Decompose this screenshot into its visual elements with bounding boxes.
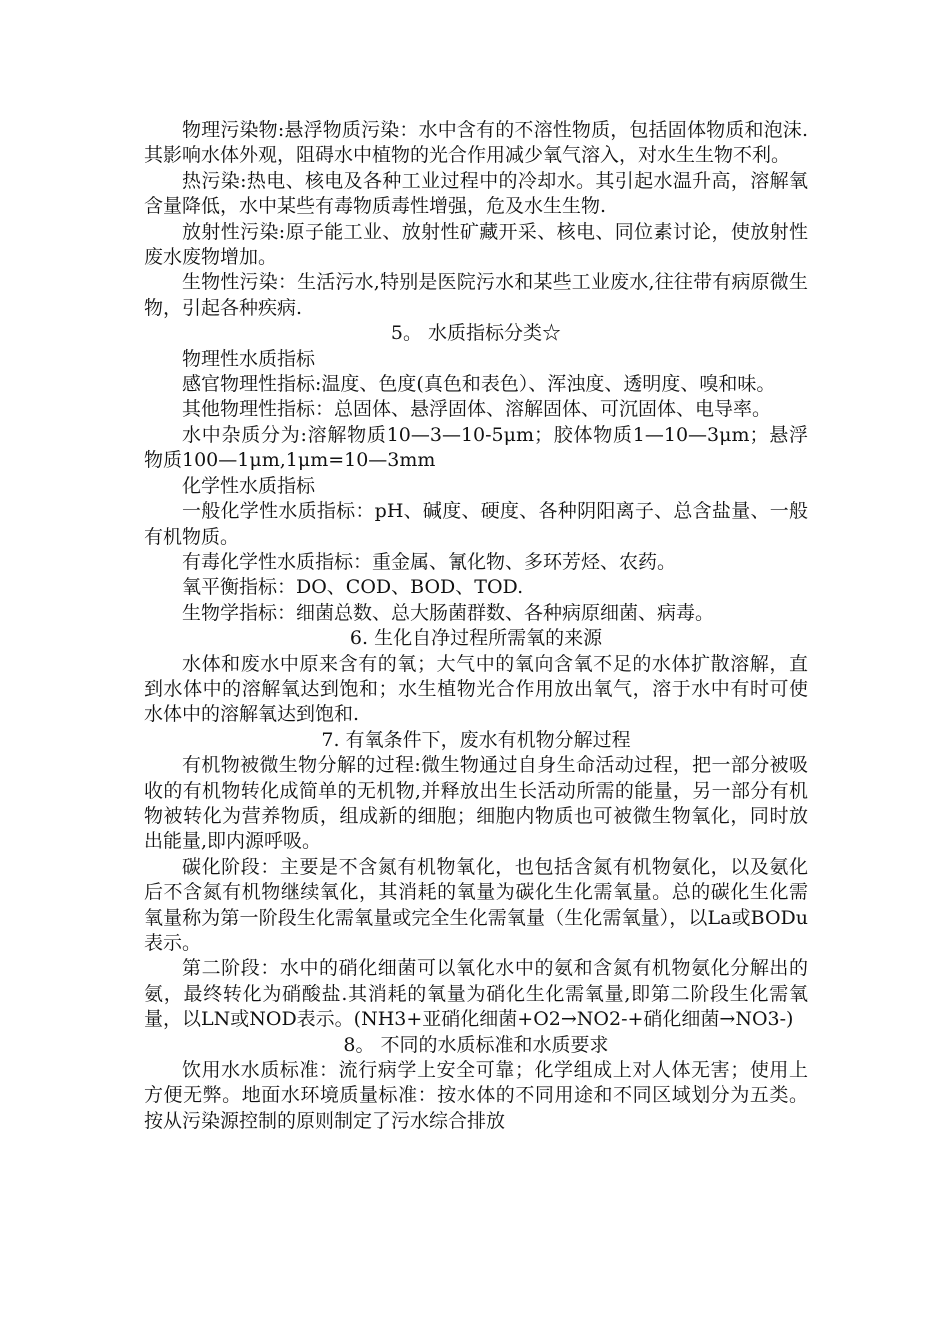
paragraph-toxic-chemical: 有毒化学性水质指标：重金属、氰化物、多环芳烃、农药。 xyxy=(182,550,677,573)
paragraph-oxygen-balance: 氧平衡指标：DO、COD、BOD、TOD. xyxy=(182,576,524,599)
paragraph-sensory-indicators: 感官物理性指标:温度、色度(真色和表色）、浑浊度、透明度、嗅和味。 xyxy=(182,373,776,396)
paragraph-physical-pollution: 物理污染物:悬浮物质污染：水中含有的不溶性物质，包括固体物质和泡沫.其影响水体外观，阻碍水中植物的光合作用减少氧气溶入，对水生生物不利。 xyxy=(144,119,808,167)
paragraph-second-stage: 第二阶段：水中的硝化细菌可以氧化水中的氨和含氮有机物氨化分解出的氨，最终转化为硝酸盐.其消耗的氧量为硝化生化需氧量,即第二阶段生化需氧量，以LN或NOD表示。(NH3+亚硝化细菌+O2→NO2-+硝化细菌→NO3-) xyxy=(144,957,808,1031)
paragraph-radioactive-pollution: 放射性污染:原子能工业、放射性矿藏开采、核电、同位素讨论，使放射性废水废物增加。 xyxy=(144,220,808,269)
section-heading-8: 8。 不同的水质标准和水质要求 xyxy=(343,1033,609,1056)
section-heading-5: 5。 水质指标分类☆ xyxy=(390,322,562,345)
paragraph-other-physical-indicators: 其他物理性指标：总固体、悬浮固体、溶解固体、可沉固体、电导率。 xyxy=(182,398,772,421)
paragraph-carbonization: 碳化阶段：主要是不含氮有机物氧化，也包括含氮有机物氨化，以及氨化后不含氮有机物继续氧化，其消耗的氧量为碳化生化需氧量。总的碳化生化需氧量称为第一阶段生化需氧量或完全生化需氧量（生化需氧量），以La或BODu表示。 xyxy=(144,855,808,954)
paragraph-decomposition: 有机物被微生物分解的过程:微生物通过自身生命活动过程，把一部分被吸收的有机物转化成简单的无机物,并释放出生长活动所需的能量，另一部分有机物被转化为营养物质，组成新的细胞；细胞内物质也可被微生物氧化，同时放出能量,即内源呼吸。 xyxy=(144,754,808,853)
document-page xyxy=(144,118,808,1134)
section-heading-7: 7. 有氧条件下，废水有机物分解过程 xyxy=(321,728,631,751)
paragraph-chemical-indicators: 化学性水质指标 xyxy=(182,474,316,497)
paragraph-physical-indicators: 物理性水质指标 xyxy=(182,347,316,370)
paragraph-biological-pollution: 生物性污染：生活污水,特别是医院污水和某些工业废水,往往带有病原微生物，引起各种疾病. xyxy=(144,271,808,319)
paragraph-oxygen-sources: 水体和废水中原来含有的氧；大气中的氧向含氧不足的水体扩散溶解，直到水体中的溶解氧达到饱和；水生植物光合作用放出氧气，溶于水中有时可使水体中的溶解氧达到饱和. xyxy=(144,652,808,726)
section-heading-6: 6. 生化自净过程所需氧的来源 xyxy=(349,627,603,650)
paragraph-water-standards: 饮用水水质标准：流行病学上安全可靠；化学组成上对人体无害；使用上方便无弊。地面水环境质量标准：按水体的不同用途和不同区域划分为五类。按从污染源控制的原则制定了污水综合排放 xyxy=(144,1059,808,1132)
paragraph-impurities: 水中杂质分为:溶解物质10—3—10-5μm；胶体物质1—10—3μm；悬浮物质100—1μm,1μm=10—3mm xyxy=(144,423,808,472)
paragraph-thermal-pollution: 热污染:热电、核电及各种工业过程中的冷却水。其引起水温升高，溶解氧含量降低，水中某些有毒物质毒性增强，危及水生生物. xyxy=(144,169,808,218)
paragraph-general-chemical: 一般化学性水质指标：pH、碱度、硬度、各种阴阳离子、总含盐量、一般有机物质。 xyxy=(144,500,808,548)
paragraph-biological-indicators: 生物学指标：细菌总数、总大肠菌群数、各种病原细菌、病毒。 xyxy=(182,601,715,624)
